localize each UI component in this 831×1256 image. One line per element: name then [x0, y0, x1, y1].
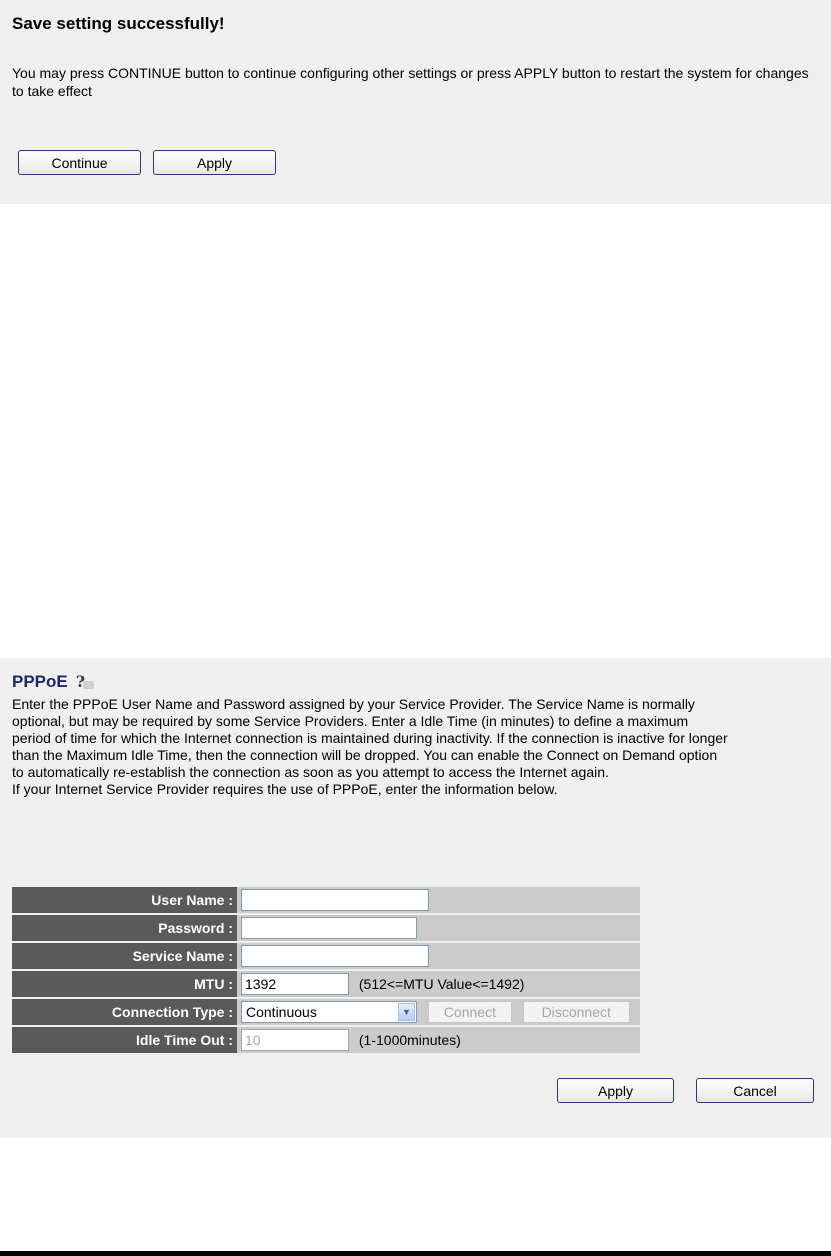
- table-row: [12, 943, 640, 969]
- table-row: [12, 1027, 640, 1053]
- table-row: [12, 999, 640, 1025]
- description-line: If your Internet Service Provider requires the use of PPPoE, enter the information below.: [12, 781, 558, 797]
- apply-button[interactable]: Apply: [557, 1078, 674, 1103]
- disconnect-button[interactable]: Disconnect: [523, 1001, 630, 1023]
- user-name-label: User Name :: [12, 887, 237, 913]
- apply-restart-button[interactable]: Apply: [153, 150, 276, 175]
- cancel-button[interactable]: Cancel: [696, 1078, 814, 1103]
- help-question-icon[interactable]: ?: [74, 673, 96, 691]
- save-message: You may press CONTINUE button to continue configuring other settings or press APPLY button to restart the system for changes to take effect: [12, 65, 809, 99]
- pppoe-description: [12, 696, 827, 798]
- service-name-label: Service Name :: [12, 943, 237, 969]
- mtu-hint: (512<=MTU Value<=1492): [358, 976, 525, 992]
- connection-type-select[interactable]: [241, 1001, 417, 1023]
- save-settings-panel: [0, 0, 831, 204]
- mtu-input[interactable]: [241, 973, 349, 995]
- description-line: Enter the PPPoE User Name and Password assigned by your Service Provider. The Service Name is normally: [12, 696, 695, 712]
- pppoe-title: PPPoE: [12, 672, 68, 691]
- table-row: [12, 971, 640, 997]
- table-row: [12, 915, 640, 941]
- continue-button[interactable]: Continue: [18, 150, 141, 175]
- password-input[interactable]: [241, 917, 417, 939]
- description-line: period of time for which the Internet connection is maintained during inactivity. If the connection is inactive for longer: [12, 730, 728, 746]
- password-label: Password :: [12, 915, 237, 941]
- connect-button[interactable]: Connect: [428, 1001, 512, 1023]
- mtu-label: MTU :: [12, 971, 237, 997]
- idle-time-hint: (1-1000minutes): [358, 1032, 461, 1048]
- user-name-input[interactable]: [241, 889, 429, 911]
- bottom-divider: [0, 1251, 831, 1256]
- pppoe-settings-table: [12, 885, 640, 1055]
- save-title: Save setting successfully!: [12, 14, 225, 33]
- table-row: [12, 887, 640, 913]
- description-line: than the Maximum Idle Time, then the connection will be dropped. You can enable the Connect on Demand option: [12, 747, 718, 763]
- connection-type-value: Continuous: [246, 1004, 317, 1020]
- service-name-input[interactable]: [241, 945, 429, 967]
- pppoe-panel: [0, 658, 831, 1138]
- idle-time-out-input[interactable]: [241, 1029, 349, 1051]
- idle-time-out-label: Idle Time Out :: [12, 1027, 237, 1053]
- chevron-down-icon[interactable]: ▼: [398, 1003, 415, 1021]
- pppoe-title-row: [12, 672, 96, 692]
- description-line: optional, but may be required by some Service Providers. Enter a Idle Time (in minutes) to define a maximum: [12, 713, 689, 729]
- connection-type-label: Connection Type :: [12, 999, 237, 1025]
- description-line: to automatically re-establish the connection as soon as you attempt to access the Internet again.: [12, 764, 609, 780]
